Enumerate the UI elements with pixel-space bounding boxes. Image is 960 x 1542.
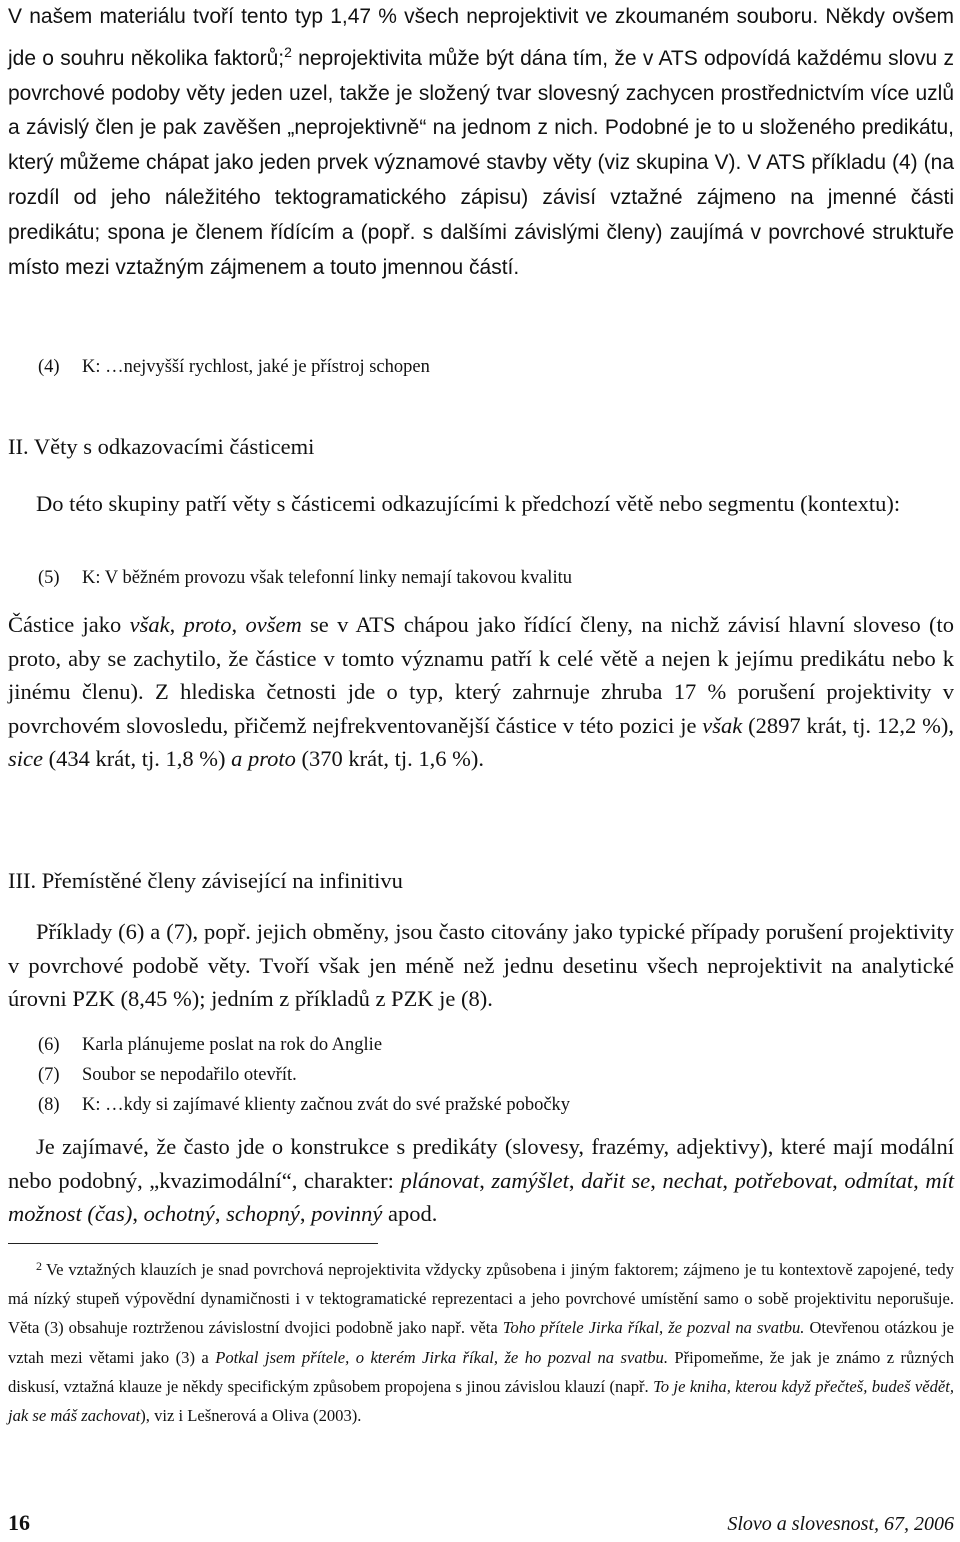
footnote-2: $^2$ Ve vztažných klauzích je snad povrchová neprojektivita vždycky způsobena i jiným faktorem; zájmeno je tu kontextově zapojené, tedy má nízký stupeň výpovědní dynamičnosti i v tektogramatické reprezentaci a jeho povrchové umístění samo o sobě projektivitu neporušuje. Věta (3) obsahuje roztrženou závislostní dvojici podobně jako např. věta Toho přítele Jirka říkal, že pozval na svatbu. Otevřenou otázkou je vztah mezi větami jako (3) a Potkal jsem přítele, o kterém Jirka říkal, že ho pozval na svatbu. Připomeňme, že jak je známo z různých diskusí, vztažná klauze je někdy specifickým způsobem propojena s jinou závislou klauzí (např. To je kniha, kterou když přečteš, budeš vědět, jak se máš zachovat), viz i Lešnerová a Oliva (2003).: [8, 1259, 954, 1426]
example-text: K: V běžném provozu však telefonní linky nemají takovou kvalitu: [82, 568, 572, 588]
example-number: (5): [38, 568, 60, 588]
example-text: K: …nejvyšší rychlost, jaké je přístroj schopen: [82, 357, 430, 377]
example-8: (8) K: …kdy si zajímavé klienty začnou zvát do své pražské pobočky: [38, 1095, 571, 1115]
paragraph-modalni: Je zajímavé, že často jde o konstrukce s predikáty (slovesy, frazémy, adjektivy), které mají modální nebo podobný, „kvazimodální“, charakter: plánovat, zamýšlet, dařit se, nechat, potřebovat, odmítat, mít možnost (čas), ochotný, schopný, povinný apod.: [8, 1134, 955, 1227]
section-heading-ii: II. Věty s odkazovacími částicemi: [8, 434, 315, 459]
paragraph-skupina-iii: Příklady (6) a (7), popř. jejich obměny, jsou často citovány jako typické případy porušení projektivity v povrchové podobě věty. Tvoří však jen méně než jednu desetinu všech neprojektivit na analytické úrovni PZK (8,45 %); jedním z příkladů z PZK je (8).: [8, 919, 954, 1012]
example-6: (6) Karla plánujeme poslat na rok do Anglie: [38, 1035, 383, 1055]
footnote-number: 2: [36, 1259, 42, 1273]
example-number: (4): [38, 357, 60, 377]
page-number: 16: [8, 1510, 30, 1535]
journal-reference: Slovo a slovesnost, 67, 2006: [727, 1513, 954, 1535]
section-heading-iii: III. Přemístěné členy závisející na infinitivu: [8, 868, 403, 893]
footnote-ref[interactable]: 2: [284, 43, 292, 60]
paragraph-neprojektivita: V našem materiálu tvoří tento typ 1,47 % všech neprojektivit ve zkoumaném souboru. Někdy ovšem jde o souhru několika faktorů;$^2$ neprojektivita může být dána tím, že v ATS odpovídá každému slovu z povrchové podoby věty jeden uzel, takže je složený tvar slovesný zachycen prostřednictvím více uzlů a závislý člen je pak zavěšen „neprojektivně“ na jednom z nich. Podobné je to u složeného predikátu, který můžeme chápat jako jeden prvek významové stavby věty (viz skupina V). V ATS příkladu (4) (na rozdíl od jeho náležitého tektogramatického zápisu) závisí vztažné zájmeno na jmenné části predikátu; spona je členem řídícím a (popř. s dalšími závislými členy) zaujímá v povrchové struktuře místo mezi vztažným zájmenem a touto jmennou částí.: [8, 5, 954, 279]
paragraph-castice: Částice jako však, proto, ovšem se v ATS chápou jako řídící členy, na nichž závisí hlavní sloveso (to proto, aby se zachytilo, že částice v tomto významu patří k celé větě a nejen k jejímu predikátu nebo k jinému členu). Z hlediska četnosti jde o typ, který zahrnuje zhruba 17 % porušení projektivity v povrchovém slovosledu, přičemž nejfrekventovanější částice v této pozici je však (2897 krát, tj. 12,2 %), sice (434 krát, tj. 1,8 %) a proto (370 krát, tj. 1,6 %).: [8, 612, 955, 772]
footnote-divider: [8, 1243, 378, 1244]
example-4: [38, 352, 938, 382]
example-5: [38, 563, 938, 593]
examples-6-8: [38, 1030, 938, 1120]
paragraph-skupina-ii: Do této skupiny patří věty s částicemi odkazujícími k předchozí větě nebo segmentu (kontextu):: [36, 491, 901, 516]
page-footer: [8, 1510, 954, 1536]
example-7: (7) Soubor se nepodařilo otevřít.: [38, 1065, 297, 1085]
